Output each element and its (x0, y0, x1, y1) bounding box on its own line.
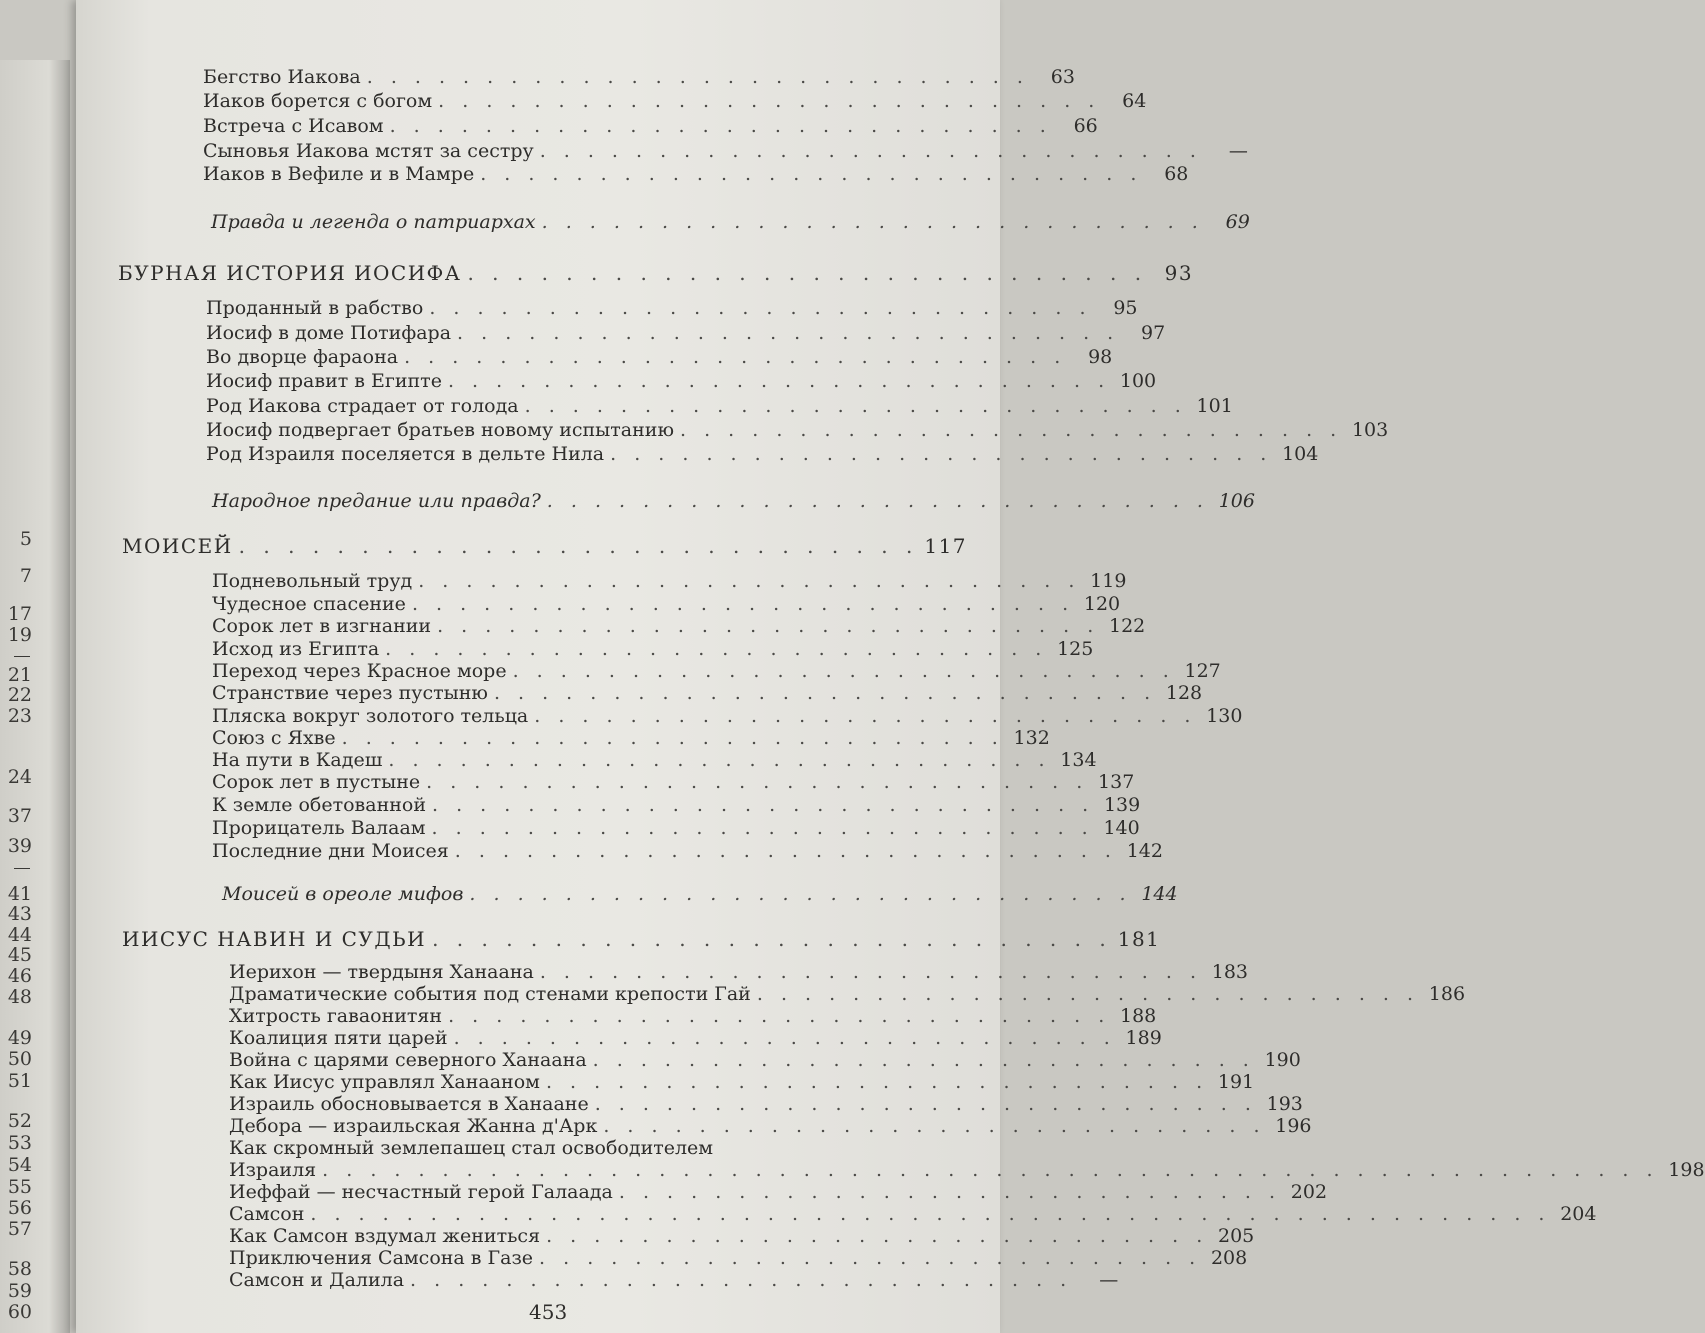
toc-entry: Война с царями северного Ханаана . . . . . . . . . . . . . . . . . . . . . . . . . . . . 190 (229, 1049, 1301, 1071)
toc-entry-title: Коалиция пяти царей (229, 1027, 448, 1049)
toc-entry-title: Самсон и Далила (229, 1269, 405, 1291)
left-page-number: 46 (7, 965, 32, 987)
toc-entry-page: 198 (1668, 1159, 1705, 1181)
toc-entry-page: 191 (1217, 1071, 1255, 1093)
toc-entry-page: 128 (1165, 682, 1203, 704)
toc-entry-page: 103 (1351, 419, 1389, 441)
left-page-number: 45 (7, 944, 32, 966)
toc-entry-page: 183 (1211, 961, 1249, 983)
toc-entry-title: Странствие через пустыню (212, 682, 488, 704)
toc-entry: Израиля . . . . . . . . . . . . . . . . . . . . . . . . . . . . . . . . . . . . . . . . . . . . . . . . . . . . . . . . 198 (229, 1159, 1705, 1181)
toc-entry-essay: Моисей в ореоле мифов . . . . . . . . . . . . . . . . . . . . . . . . . . . . 144 (222, 883, 1178, 905)
left-page-number: 23 (7, 705, 32, 727)
left-page-number: 37 (7, 805, 32, 827)
toc-entry-page: 95 (1113, 297, 1138, 319)
toc-entry-title: Иаков в Вефиле и в Мамре (203, 163, 475, 185)
toc-entry-page: 101 (1196, 395, 1233, 417)
left-page-number: 60 (7, 1301, 32, 1323)
toc-entry: Иеффай — несчастный герой Галаада . . . . . . . . . . . . . . . . . . . . . . . . . . . . 202 (229, 1181, 1328, 1203)
toc-entry-title: Драматические события под стенами крепости Гай (229, 983, 751, 1005)
toc-entry: Дебора — израильская Жанна д'Арк . . . . . . . . . . . . . . . . . . . . . . . . . . . . 196 (229, 1115, 1312, 1137)
toc-entry-page: 66 (1073, 115, 1098, 137)
toc-entry: К земле обетованной . . . . . . . . . . . . . . . . . . . . . . . . . . . . 139 (212, 794, 1141, 816)
toc-section-heading: МОИСЕЙ . . . . . . . . . . . . . . . . . . . . . . . . . . . . 117 (122, 534, 968, 558)
toc-entry-page: 142 (1126, 840, 1163, 862)
left-page-number: 39 (7, 835, 32, 857)
toc-entry-title: Народное предание или правда? (212, 490, 541, 512)
toc-entry-title: Род Иакова страдает от голода (206, 395, 519, 417)
toc-entry-title: Прорицатель Валаам (212, 817, 426, 839)
toc-section-heading: БУРНАЯ ИСТОРИЯ ИОСИФА . . . . . . . . . . . . . . . . . . . . . . . . . . . . 93 (118, 261, 1194, 285)
toc-entry-title: Израиль обосновывается в Ханаане (229, 1093, 589, 1115)
toc-entry: Как Самсон вздумал жениться . . . . . . . . . . . . . . . . . . . . . . . . . . . . 205 (229, 1225, 1255, 1247)
left-page-number: 58 (7, 1258, 32, 1280)
toc-entry: Прорицатель Валаам . . . . . . . . . . . . . . . . . . . . . . . . . . . . 140 (212, 817, 1140, 839)
toc-entry-title: К земле обетованной (212, 794, 427, 816)
toc-entry-title: Хитрость гаваонитян (229, 1005, 443, 1027)
toc-entry: Иерихон — твердыня Ханаана . . . . . . . . . . . . . . . . . . . . . . . . . . . . 183 (229, 961, 1249, 983)
left-page-number: 48 (7, 986, 32, 1008)
toc-entry-page: 134 (1060, 749, 1097, 771)
toc-entry-title: Правда и легенда о патриархах (211, 211, 536, 233)
toc-entry-page: 98 (1088, 346, 1113, 368)
toc-entry: Во дворце фараона . . . . . . . . . . . . . . . . . . . . . . . . . . . . 98 (206, 346, 1113, 368)
toc-entry-title: Последние дни Моисея (212, 840, 449, 862)
toc-entry: Последние дни Моисея . . . . . . . . . . . . . . . . . . . . . . . . . . . . 142 (212, 840, 1163, 862)
toc-entry-page: 64 (1122, 90, 1147, 112)
toc-entry: Исход из Египта . . . . . . . . . . . . . . . . . . . . . . . . . . . . 125 (212, 638, 1094, 660)
toc-entry-title: Как Самсон вздумал жениться (229, 1225, 541, 1247)
page-number: 453 (529, 1300, 568, 1324)
toc-entry-page: 140 (1103, 817, 1140, 839)
left-page-number: 55 (7, 1176, 32, 1198)
toc-section-title: ИИСУС НАВИН И СУДЬИ (122, 927, 427, 951)
toc-entry-page: 204 (1560, 1203, 1597, 1225)
toc-entry-title: На пути в Кадеш (212, 749, 383, 771)
toc-entry: Пляска вокруг золотого тельца . . . . . . . . . . . . . . . . . . . . . . . . . . . . 130 (212, 705, 1243, 727)
toc-entry-page: 196 (1275, 1115, 1312, 1137)
toc-entry-page: 202 (1290, 1181, 1328, 1203)
toc-entry-page: 93 (1164, 261, 1194, 285)
toc-entry-title: Сорок лет в изгнании (212, 615, 432, 637)
toc-entry-title: Иосиф в доме Потифара (206, 322, 452, 344)
toc-entry-page: 186 (1428, 983, 1466, 1005)
toc-entry: Иосиф правит в Египте . . . . . . . . . . . . . . . . . . . . . . . . . . . . 100 (206, 370, 1157, 392)
left-page-number: 53 (7, 1132, 32, 1154)
toc-entry-title: Сорок лет в пустыне (212, 771, 421, 793)
toc-entry-title: Иаков борется с богом (203, 90, 433, 112)
toc-entry-page: 97 (1141, 322, 1166, 344)
left-page-number: 52 (7, 1110, 32, 1132)
toc-entry-title: Пляска вокруг золотого тельца (212, 705, 529, 727)
table-of-contents-page (76, 0, 1705, 1333)
toc-entry: Коалиция пяти царей . . . . . . . . . . . . . . . . . . . . . . . . . . . . 189 (229, 1027, 1162, 1049)
toc-entry-title: Иеффай — несчастный герой Галаада (229, 1181, 613, 1203)
toc-entry-title: Дебора — израильская Жанна д'Арк (229, 1115, 598, 1137)
toc-entry-page: 205 (1217, 1225, 1255, 1247)
toc-entry-page: 132 (1013, 727, 1050, 749)
toc-entry-page: 120 (1083, 593, 1121, 615)
toc-entry-page: 130 (1206, 705, 1243, 727)
left-page-number: 22 (7, 684, 32, 706)
left-page-number: 57 (7, 1218, 32, 1240)
toc-entry: Сыновья Иакова мстят за сестру . . . . . . . . . . . . . . . . . . . . . . . . . . . . — (203, 140, 1248, 162)
toc-entry-essay: Правда и легенда о патриархах . . . . . . . . . . . . . . . . . . . . . . . . . . . . 69 (211, 211, 1250, 233)
toc-entry: Подневольный труд . . . . . . . . . . . . . . . . . . . . . . . . . . . . 119 (212, 570, 1127, 592)
toc-entry-page: 117 (924, 534, 968, 558)
toc-entry-page: 208 (1210, 1247, 1248, 1269)
toc-entry-page: 144 (1141, 883, 1178, 905)
toc-entry: На пути в Кадеш . . . . . . . . . . . . . . . . . . . . . . . . . . . . 134 (212, 749, 1097, 771)
toc-entry-title: Переход через Красное море (212, 660, 507, 682)
toc-entry-title: Моисей в ореоле мифов (222, 883, 464, 905)
toc-entry-title: Израиля (229, 1159, 317, 1181)
toc-entry-title: Чудесное спасение (212, 593, 406, 615)
toc-entry: Израиль обосновывается в Ханаане . . . . . . . . . . . . . . . . . . . . . . . . . . . . 193 (229, 1093, 1303, 1115)
toc-entry-page: 125 (1057, 638, 1094, 660)
toc-entry-page: 193 (1266, 1093, 1303, 1115)
toc-entry: Переход через Красное море . . . . . . . . . . . . . . . . . . . . . . . . . . . . 127 (212, 660, 1221, 682)
left-page-number: 44 (7, 924, 32, 946)
toc-entry: Проданный в рабство . . . . . . . . . . . . . . . . . . . . . . . . . . . . 95 (206, 297, 1138, 319)
toc-entry-title: Иерихон — твердыня Ханаана (229, 961, 534, 983)
toc-entry-page: 100 (1119, 370, 1157, 392)
toc-entry-title: Война с царями северного Ханаана (229, 1049, 587, 1071)
toc-entry: Союз с Яхве . . . . . . . . . . . . . . . . . . . . . . . . . . . . 132 (212, 727, 1050, 749)
left-page-dash (14, 656, 30, 657)
toc-entry: Бегство Иакова . . . . . . . . . . . . . . . . . . . . . . . . . . . . 63 (203, 66, 1075, 88)
left-page-edge (0, 60, 70, 1333)
toc-entry: Иосиф в доме Потифара . . . . . . . . . . . . . . . . . . . . . . . . . . . . 97 (206, 322, 1166, 344)
toc-entry-title: Проданный в рабство (206, 297, 424, 319)
toc-entry: Самсон и Далила . . . . . . . . . . . . . . . . . . . . . . . . . . . . — (229, 1269, 1119, 1291)
toc-entry-title: Подневольный труд (212, 570, 413, 592)
toc-entry: Род Иакова страдает от голода . . . . . . . . . . . . . . . . . . . . . . . . . . . . 101 (206, 395, 1233, 417)
toc-entry-title: Во дворце фараона (206, 346, 399, 368)
toc-entry-page: — (1228, 140, 1248, 162)
toc-entry-page: 122 (1108, 615, 1146, 637)
toc-entry-page: 137 (1098, 771, 1135, 793)
toc-entry-title: Исход из Египта (212, 638, 380, 660)
toc-entry-title: Иосиф подвергает братьев новому испытанию (206, 419, 675, 441)
toc-entry-title: Сыновья Иакова мстят за сестру (203, 140, 534, 162)
left-page-number: 21 (7, 664, 32, 686)
toc-entry-page: 119 (1090, 570, 1127, 592)
left-page-number: 5 (19, 528, 32, 550)
toc-entry: Иосиф подвергает братьев новому испытанию . . . . . . . . . . . . . . . . . . . . . . . . . . . . 103 (206, 419, 1389, 441)
toc-section-title: БУРНАЯ ИСТОРИЯ ИОСИФА (118, 261, 462, 285)
toc-entry-title: Приключения Самсона в Газе (229, 1247, 534, 1269)
left-page-number: 7 (19, 565, 32, 587)
toc-entry-title: Бегство Иакова (203, 66, 361, 88)
toc-entry: Самсон . . . . . . . . . . . . . . . . . . . . . . . . . . . . . . . . . . . . . . . . . . . . . . . . . . . . 204 (229, 1203, 1597, 1225)
left-page-number: 19 (7, 624, 32, 646)
toc-entry: Сорок лет в изгнании . . . . . . . . . . . . . . . . . . . . . . . . . . . . 122 (212, 615, 1146, 637)
toc-entry-title: Встреча с Исавом (203, 115, 384, 137)
left-page-number: 56 (7, 1197, 32, 1219)
left-page-number: 50 (7, 1048, 32, 1070)
toc-entry-page: 190 (1264, 1049, 1301, 1071)
toc-entry-title: Род Израиля поселяется в дельте Нила (206, 443, 605, 465)
toc-entry: Иаков в Вефиле и в Мамре . . . . . . . . . . . . . . . . . . . . . . . . . . . . 68 (203, 163, 1189, 185)
toc-entry-page: 68 (1164, 163, 1189, 185)
toc-entry: Приключения Самсона в Газе . . . . . . . . . . . . . . . . . . . . . . . . . . . . 208 (229, 1247, 1248, 1269)
toc-entry-page: 181 (1117, 927, 1161, 951)
left-page-number: 59 (7, 1280, 32, 1302)
toc-entry-title: Как Иисус управлял Ханааном (229, 1071, 540, 1093)
toc-entry: Встреча с Исавом . . . . . . . . . . . . . . . . . . . . . . . . . . . . 66 (203, 115, 1098, 137)
toc-entry: Сорок лет в пустыне . . . . . . . . . . . . . . . . . . . . . . . . . . . . 137 (212, 771, 1135, 793)
left-page-number: 49 (7, 1027, 32, 1049)
toc-entry: Драматические события под стенами крепости Гай . . . . . . . . . . . . . . . . . . . . . . . . . . . . 186 (229, 983, 1466, 1005)
toc-entry-page: 127 (1184, 660, 1221, 682)
left-page-number: 51 (7, 1070, 32, 1092)
toc-entry-page: 189 (1125, 1027, 1162, 1049)
left-page-number: 41 (7, 883, 32, 905)
toc-entry: Как Иисус управлял Ханааном . . . . . . . . . . . . . . . . . . . . . . . . . . . . 191 (229, 1071, 1255, 1093)
left-page-dash (14, 868, 30, 869)
left-page-number: 24 (7, 766, 32, 788)
toc-section-heading: ИИСУС НАВИН И СУДЬИ . . . . . . . . . . . . . . . . . . . . . . . . . . . . 181 (122, 927, 1161, 951)
toc-entry-page: 139 (1103, 794, 1141, 816)
toc-entry-page: 104 (1282, 443, 1319, 465)
toc-entry-title: Как скромный землепашец стал освободителем (229, 1137, 714, 1159)
toc-entry-page: 188 (1120, 1005, 1157, 1027)
toc-entry-page: — (1099, 1269, 1119, 1291)
toc-entry-page: 69 (1225, 211, 1250, 233)
toc-section-title: МОИСЕЙ (122, 534, 233, 558)
toc-entry-title: Иосиф правит в Египте (206, 370, 442, 392)
left-page-number: 43 (7, 903, 32, 925)
toc-entry: Чудесное спасение . . . . . . . . . . . . . . . . . . . . . . . . . . . . 120 (212, 593, 1121, 615)
toc-entry: Странствие через пустыню . . . . . . . . . . . . . . . . . . . . . . . . . . . . 128 (212, 682, 1203, 704)
left-page-number: 17 (7, 603, 32, 625)
toc-entry-page: 106 (1218, 490, 1255, 512)
toc-entry: Иаков борется с богом . . . . . . . . . . . . . . . . . . . . . . . . . . . . 64 (203, 90, 1147, 112)
toc-entry: Хитрость гаваонитян . . . . . . . . . . . . . . . . . . . . . . . . . . . . 188 (229, 1005, 1157, 1027)
toc-entry (229, 1137, 950, 1159)
left-page-number: 54 (7, 1154, 32, 1176)
toc-entry-title: Самсон (229, 1203, 305, 1225)
toc-entry-title: Союз с Яхве (212, 727, 336, 749)
toc-entry-essay: Народное предание или правда? . . . . . . . . . . . . . . . . . . . . . . . . . . . . 106 (212, 490, 1255, 512)
toc-entry: Род Израиля поселяется в дельте Нила . . . . . . . . . . . . . . . . . . . . . . . . . . . . 104 (206, 443, 1319, 465)
toc-entry-page: 63 (1050, 66, 1075, 88)
